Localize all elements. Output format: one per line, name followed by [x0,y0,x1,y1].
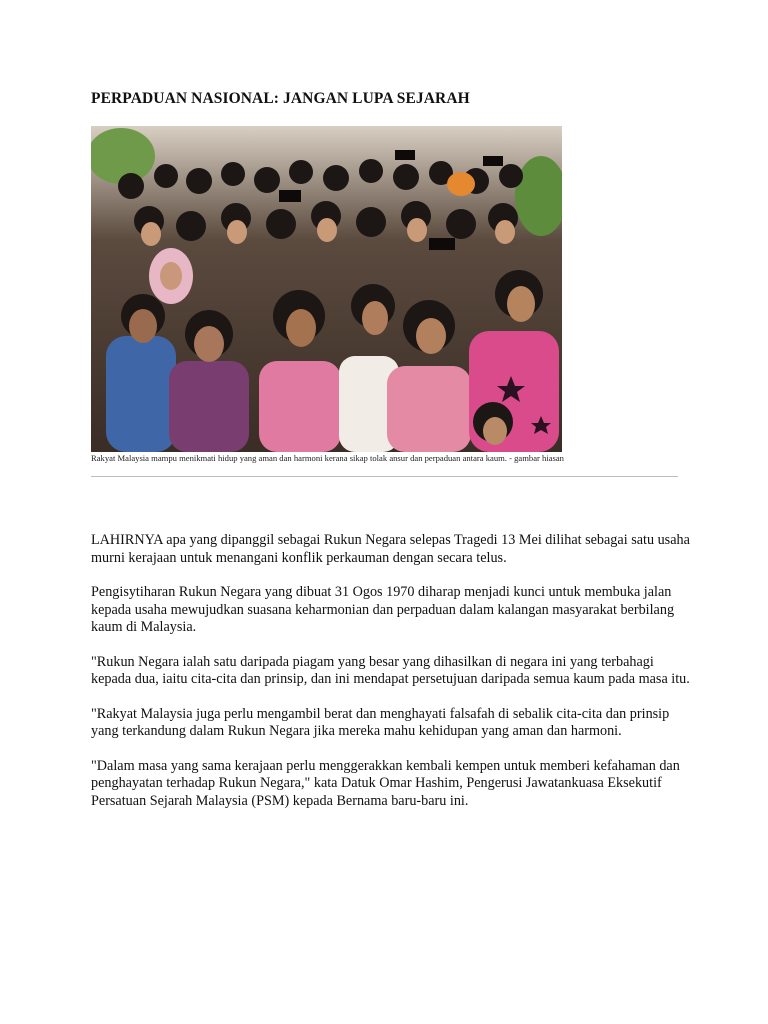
article-title: PERPADUAN NASIONAL: JANGAN LUPA SEJARAH [91,90,470,107]
article-body [91,532,691,827]
divider [91,476,678,477]
paragraph: "Rakyat Malaysia juga perlu mengambil berat dan menghayati falsafah di sebalik cita-cita dan prinsip yang terkandung dalam Rukun Negara jika mereka mahu kehidupan yang aman dan harmoni. [91,705,670,739]
paragraph: "Dalam masa yang sama kerajaan perlu menggerakkan kembali kempen untuk memberi kefahaman dan penghayatan terhadap Rukun Negara," kata Datuk Omar Hashim, Pengerusi Jawatankuasa Eksekutif Persatuan Sejarah Malaysia (PSM) kepada Bernama baru-baru ini. [91,757,680,809]
photo-caption: Rakyat Malaysia mampu menikmati hidup yang aman dan harmoni kerana sikap tolak ansur dan perpaduan antara kaum. - gambar hiasan [91,453,564,463]
paragraph: Pengisytiharan Rukun Negara yang dibuat 31 Ogos 1970 diharap menjadi kunci untuk membuka jalan kepada usaha mewujudkan suasana keharmonian dan perpaduan dalam kalangan masyarakat berbilang kaum di Malaysia. [91,584,675,635]
paragraph: "Rukun Negara ialah satu daripada piagam yang besar yang dihasilkan di negara ini yang terbahagi kepada dua, iaitu cita-cita dan prinsip, dan ini mendapat persetujuan daripada semua kaum pada masa itu. [91,653,690,687]
crowd-photo [91,126,562,452]
paragraph: LAHIRNYA apa yang dipanggil sebagai Rukun Negara selepas Tragedi 13 Mei dilihat sebagai satu usaha murni kerajaan untuk menangani konflik perkauman dengan secara telus. [91,532,690,566]
